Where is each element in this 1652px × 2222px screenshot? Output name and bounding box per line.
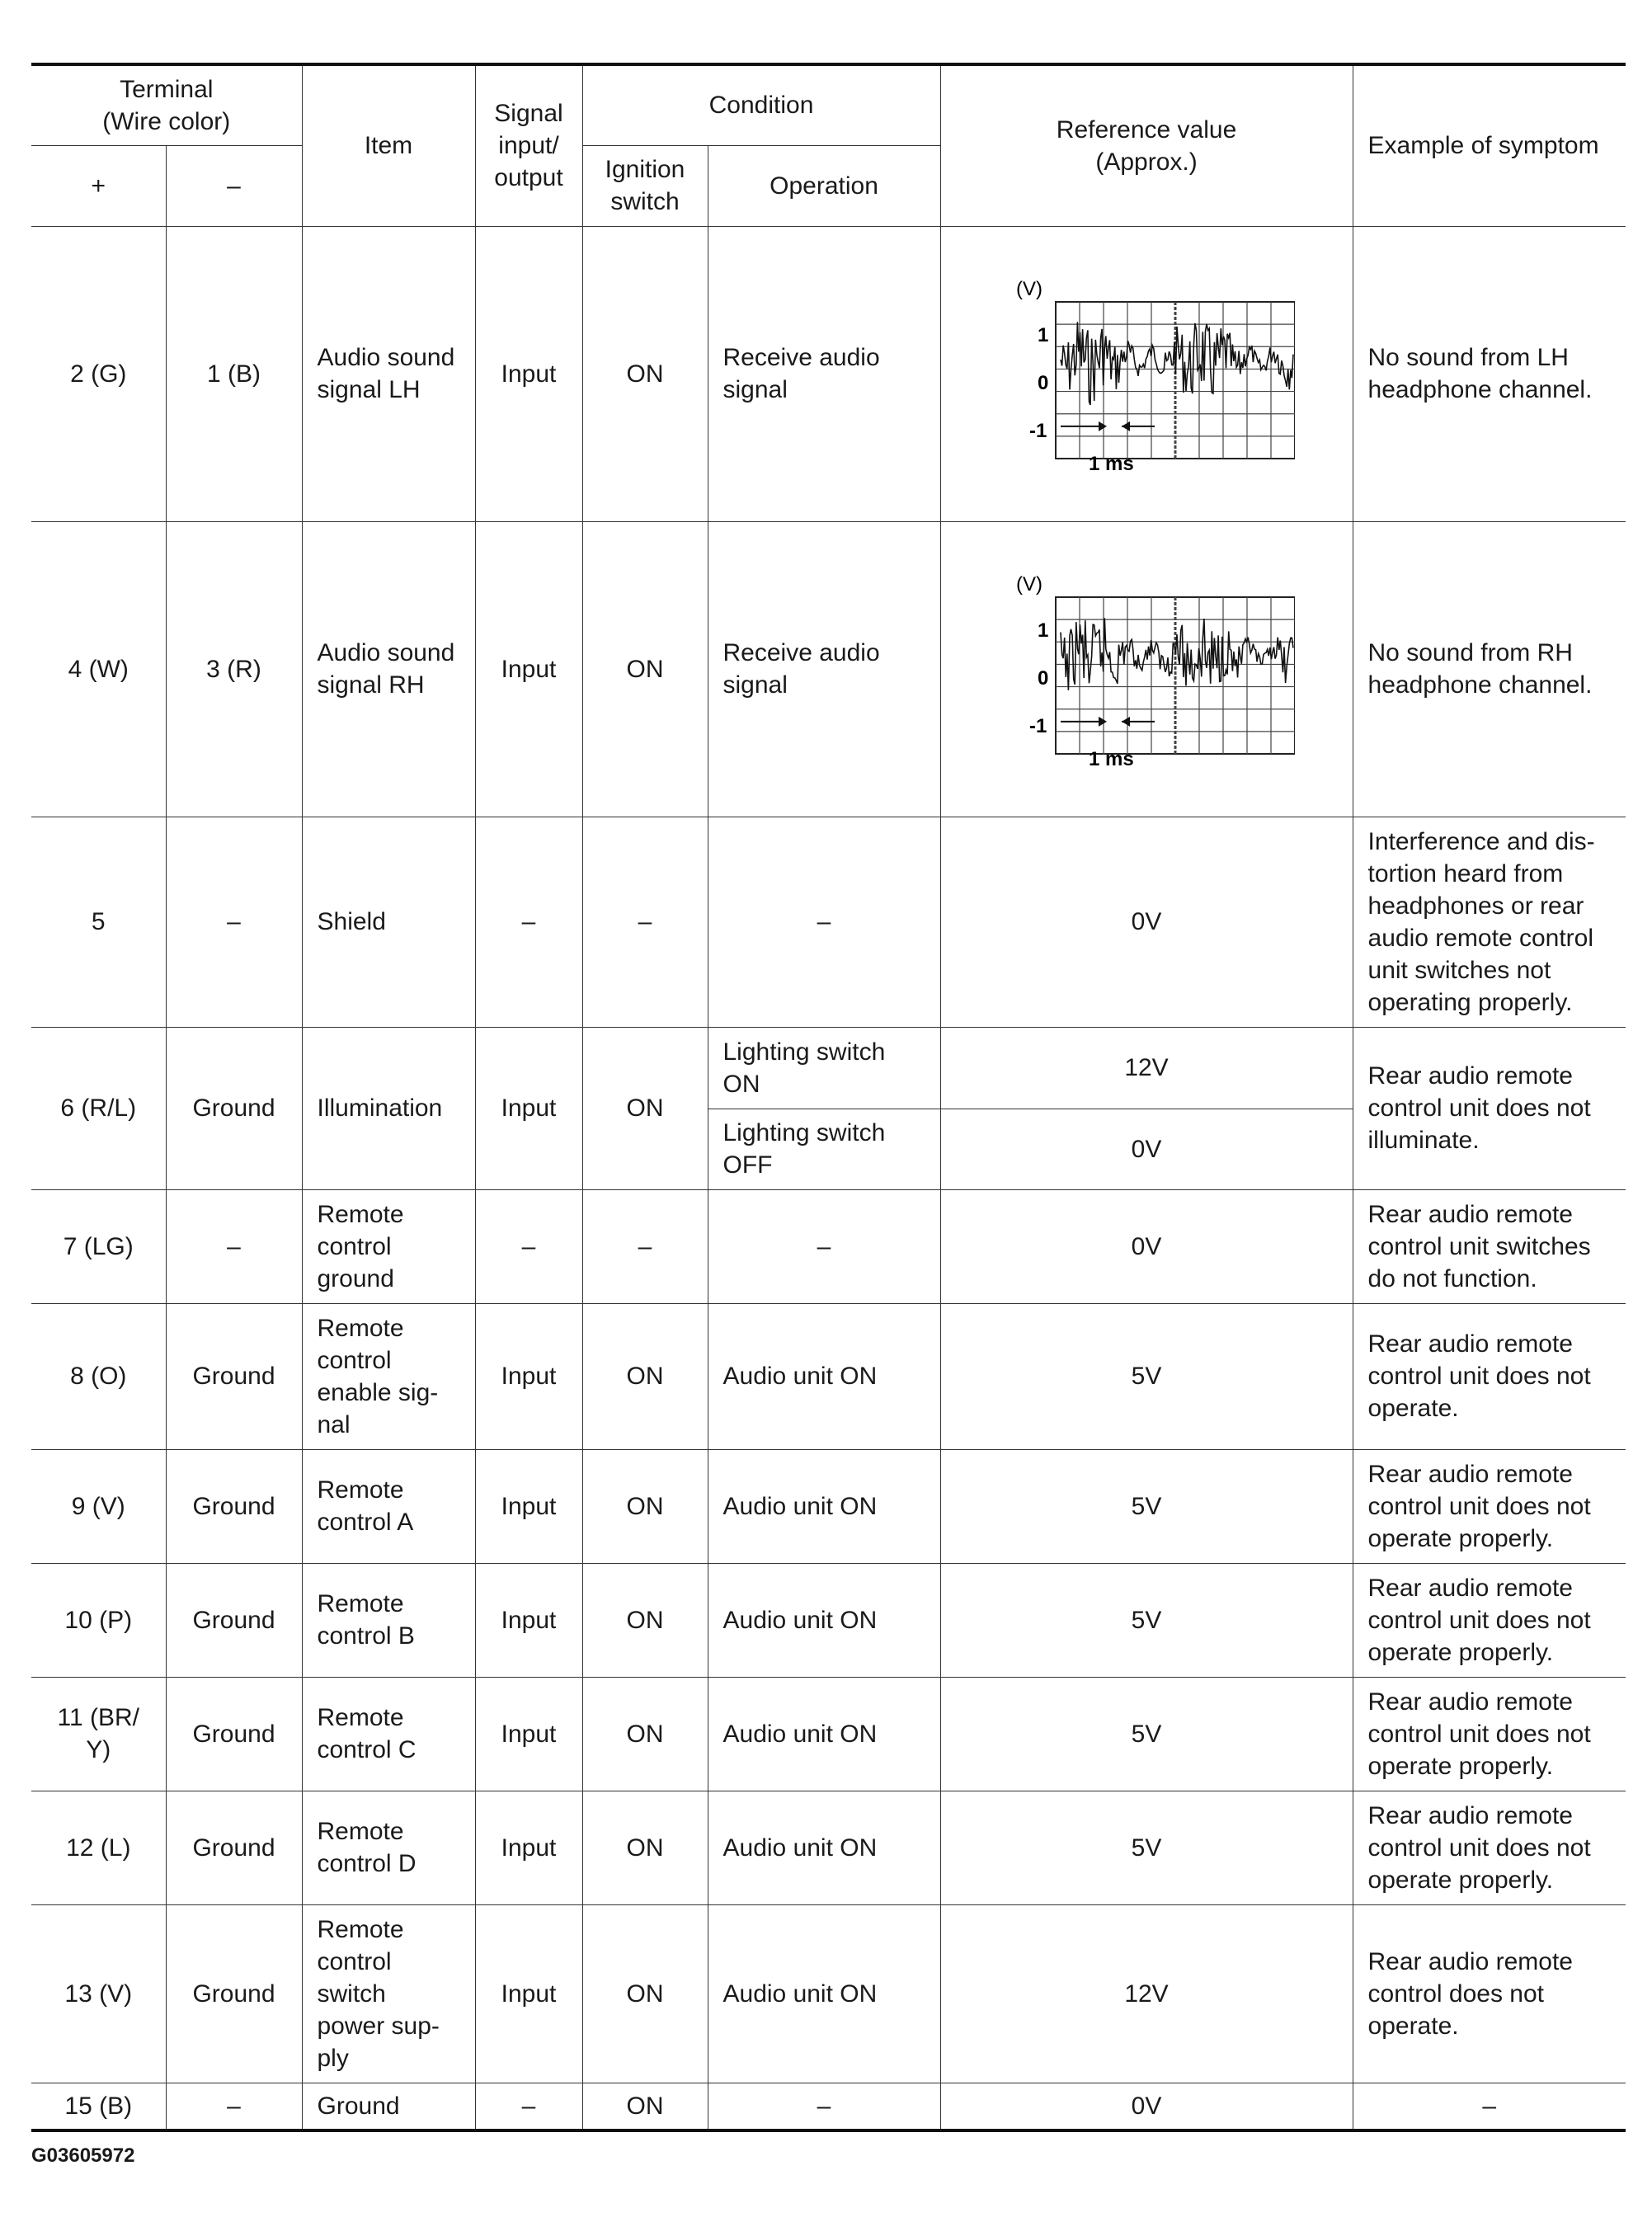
cell-operation: – bbox=[708, 1189, 940, 1303]
cell-symptom: Rear audio remote control does not operate. bbox=[1353, 1904, 1626, 2083]
table-row bbox=[31, 1027, 1626, 1109]
cell-item: Remote control B bbox=[302, 1563, 475, 1677]
cell-minus: 1 (B) bbox=[166, 226, 302, 521]
header-signal: Signal input/ output bbox=[475, 64, 582, 226]
cell-symptom: – bbox=[1353, 2083, 1626, 2130]
waveform-frame bbox=[1056, 597, 1295, 754]
waveform-unit: (V) bbox=[1016, 573, 1043, 596]
cell-plus: 8 (O) bbox=[31, 1303, 166, 1449]
cell-reference-value-on: 12V bbox=[940, 1027, 1353, 1109]
waveform-tick-neg1: -1 bbox=[1029, 420, 1047, 442]
cell-operation-on: Lighting switch ON bbox=[708, 1027, 940, 1109]
cell-operation: Audio unit ON bbox=[708, 1563, 940, 1677]
cell-operation: Receive audio signal bbox=[708, 521, 940, 817]
cell-signal: Input bbox=[475, 1303, 582, 1449]
waveform-rh bbox=[998, 566, 1295, 772]
cell-signal: – bbox=[475, 1189, 582, 1303]
cell-reference-waveform bbox=[940, 521, 1353, 817]
cell-minus: 3 (R) bbox=[166, 521, 302, 817]
table-row bbox=[31, 521, 1626, 817]
cell-minus: Ground bbox=[166, 1027, 302, 1189]
cell-reference-waveform bbox=[940, 226, 1353, 521]
cell-ignition: – bbox=[582, 1189, 708, 1303]
terminal-reference-table bbox=[31, 63, 1626, 2132]
cell-minus: Ground bbox=[166, 1303, 302, 1449]
cell-operation: Audio unit ON bbox=[708, 1791, 940, 1904]
cell-symptom: Rear audio remote control unit does not operate properly. bbox=[1353, 1563, 1626, 1677]
time-arrowhead-left bbox=[1099, 421, 1107, 431]
header-terminal: Terminal (Wire color) bbox=[31, 64, 302, 145]
cell-reference-value: 12V bbox=[940, 1904, 1353, 2083]
cell-signal: Input bbox=[475, 1563, 582, 1677]
cell-ignition: ON bbox=[582, 1904, 708, 2083]
cell-ignition: ON bbox=[582, 1303, 708, 1449]
cell-signal: – bbox=[475, 2083, 582, 2130]
figure-code: G03605972 bbox=[31, 2144, 135, 2167]
cell-ignition: ON bbox=[582, 1677, 708, 1791]
cell-signal: Input bbox=[475, 1449, 582, 1563]
cell-plus: 15 (B) bbox=[31, 2083, 166, 2130]
waveform-tick-1: 1 bbox=[1038, 324, 1049, 346]
cell-operation: Audio unit ON bbox=[708, 1904, 940, 2083]
waveform-tick-neg1: -1 bbox=[1029, 715, 1047, 737]
cell-minus: Ground bbox=[166, 1563, 302, 1677]
cell-item: Audio sound signal RH bbox=[302, 521, 475, 817]
cell-reference-value: 5V bbox=[940, 1303, 1353, 1449]
cell-ignition: ON bbox=[582, 1563, 708, 1677]
cell-signal: – bbox=[475, 817, 582, 1027]
header-reference-value: Reference value (Approx.) bbox=[940, 64, 1353, 226]
table-row bbox=[31, 1449, 1626, 1563]
cell-operation: Audio unit ON bbox=[708, 1303, 940, 1449]
time-arrowhead-right bbox=[1122, 717, 1130, 727]
cell-item: Shield bbox=[302, 817, 475, 1027]
cell-item: Remote control C bbox=[302, 1677, 475, 1791]
table-row bbox=[31, 226, 1626, 521]
cell-item: Remote control A bbox=[302, 1449, 475, 1563]
waveform-tick-0: 0 bbox=[1038, 667, 1049, 690]
cell-item: Audio sound signal LH bbox=[302, 226, 475, 521]
cell-minus: – bbox=[166, 1189, 302, 1303]
header-condition: Condition bbox=[582, 64, 940, 145]
cell-reference-value: 5V bbox=[940, 1449, 1353, 1563]
cell-operation: Audio unit ON bbox=[708, 1449, 940, 1563]
cell-symptom: Rear audio remote control unit does not operate properly. bbox=[1353, 1449, 1626, 1563]
cell-reference-value: 0V bbox=[940, 2083, 1353, 2130]
header-minus: – bbox=[166, 145, 302, 226]
cell-plus: 9 (V) bbox=[31, 1449, 166, 1563]
cell-plus: 13 (V) bbox=[31, 1904, 166, 2083]
waveform-tick-0: 0 bbox=[1038, 372, 1049, 394]
cell-ignition: ON bbox=[582, 1449, 708, 1563]
cell-ignition: – bbox=[582, 817, 708, 1027]
cell-reference-value: 5V bbox=[940, 1563, 1353, 1677]
cell-symptom: Rear audio remote control unit does not operate properly. bbox=[1353, 1677, 1626, 1791]
cell-minus: Ground bbox=[166, 1791, 302, 1904]
cell-plus: 2 (G) bbox=[31, 226, 166, 521]
table-row bbox=[31, 817, 1626, 1027]
waveform-lh bbox=[998, 271, 1295, 477]
table-row bbox=[31, 1563, 1626, 1677]
waveform-frame bbox=[1056, 302, 1295, 459]
cell-minus: – bbox=[166, 2083, 302, 2130]
cell-plus: 4 (W) bbox=[31, 521, 166, 817]
cell-minus: – bbox=[166, 817, 302, 1027]
waveform-trace bbox=[1061, 618, 1293, 690]
cell-signal: Input bbox=[475, 1791, 582, 1904]
cell-symptom: Rear audio remote control unit switches do not function. bbox=[1353, 1189, 1626, 1303]
cell-reference-value: 5V bbox=[940, 1791, 1353, 1904]
cell-symptom: Rear audio remote control unit does not operate. bbox=[1353, 1303, 1626, 1449]
header-item: Item bbox=[302, 64, 475, 226]
table-row bbox=[31, 1303, 1626, 1449]
cell-item: Remote control enable sig- nal bbox=[302, 1303, 475, 1449]
cell-symptom: No sound from LH headphone channel. bbox=[1353, 226, 1626, 521]
cell-reference-value: 0V bbox=[940, 817, 1353, 1027]
cell-ignition: ON bbox=[582, 521, 708, 817]
cell-minus: Ground bbox=[166, 1449, 302, 1563]
waveform-trace bbox=[1061, 322, 1293, 405]
cell-item: Illumination bbox=[302, 1027, 475, 1189]
header-plus: + bbox=[31, 145, 166, 226]
table-row bbox=[31, 2083, 1626, 2130]
cell-ignition: ON bbox=[582, 2083, 708, 2130]
cell-ignition: ON bbox=[582, 226, 708, 521]
time-arrowhead-right bbox=[1122, 421, 1130, 431]
cell-item: Remote control D bbox=[302, 1791, 475, 1904]
cell-plus: 5 bbox=[31, 817, 166, 1027]
cell-signal: Input bbox=[475, 1677, 582, 1791]
table-row bbox=[31, 1677, 1626, 1791]
cell-symptom: Rear audio remote control unit does not illuminate. bbox=[1353, 1027, 1626, 1189]
cell-reference-value-off: 0V bbox=[940, 1109, 1353, 1189]
cell-item: Remote control ground bbox=[302, 1189, 475, 1303]
cell-reference-value: 5V bbox=[940, 1677, 1353, 1791]
cell-reference-value: 0V bbox=[940, 1189, 1353, 1303]
cell-plus: 12 (L) bbox=[31, 1791, 166, 1904]
cell-signal: Input bbox=[475, 1027, 582, 1189]
time-arrowhead-left bbox=[1099, 717, 1107, 727]
cell-plus: 10 (P) bbox=[31, 1563, 166, 1677]
cell-plus: 6 (R/L) bbox=[31, 1027, 166, 1189]
waveform-unit: (V) bbox=[1016, 278, 1043, 300]
cell-symptom: Interference and dis- tortion heard from headphones or rear audio remote control unit switches not operating properly. bbox=[1353, 817, 1626, 1027]
cell-minus: Ground bbox=[166, 1677, 302, 1791]
cell-symptom: Rear audio remote control unit does not operate properly. bbox=[1353, 1791, 1626, 1904]
table-row bbox=[31, 1904, 1626, 2083]
cell-operation: – bbox=[708, 817, 940, 1027]
cell-operation: – bbox=[708, 2083, 940, 2130]
cell-operation: Receive audio signal bbox=[708, 226, 940, 521]
waveform-tick-1: 1 bbox=[1038, 619, 1049, 642]
table-row bbox=[31, 1189, 1626, 1303]
cell-minus: Ground bbox=[166, 1904, 302, 2083]
cell-ignition: ON bbox=[582, 1791, 708, 1904]
cell-signal: Input bbox=[475, 1904, 582, 2083]
waveform-time-label: 1 ms bbox=[1089, 453, 1134, 475]
cell-signal: Input bbox=[475, 521, 582, 817]
cell-item: Ground bbox=[302, 2083, 475, 2130]
header-operation: Operation bbox=[708, 145, 940, 226]
cell-plus: 11 (BR/ Y) bbox=[31, 1677, 166, 1791]
cell-operation-off: Lighting switch OFF bbox=[708, 1109, 940, 1189]
header-ignition: Ignition switch bbox=[582, 145, 708, 226]
cell-ignition: ON bbox=[582, 1027, 708, 1189]
cell-item: Remote control switch power sup- ply bbox=[302, 1904, 475, 2083]
cell-symptom: No sound from RH headphone channel. bbox=[1353, 521, 1626, 817]
table-row bbox=[31, 1791, 1626, 1904]
cell-plus: 7 (LG) bbox=[31, 1189, 166, 1303]
cell-signal: Input bbox=[475, 226, 582, 521]
cell-operation: Audio unit ON bbox=[708, 1677, 940, 1791]
waveform-time-label: 1 ms bbox=[1089, 748, 1134, 770]
header-symptom: Example of symptom bbox=[1353, 64, 1626, 226]
